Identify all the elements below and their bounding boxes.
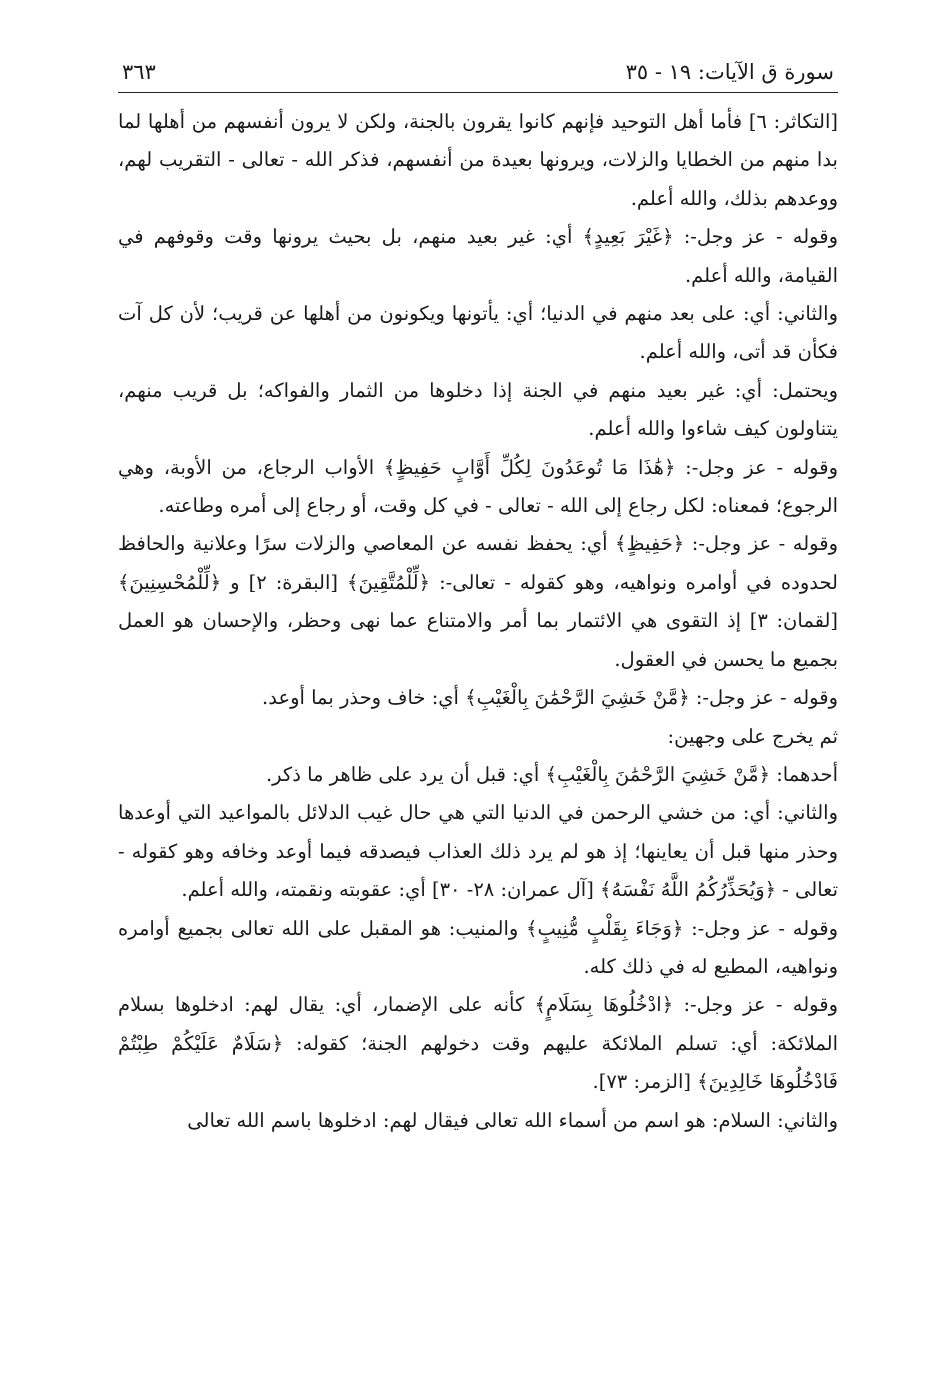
surah-verse-range: سورة ق الآيات: ١٩ - ٣٥ [625,60,834,84]
commentary-text [118,103,838,1140]
paragraph: وقوله - عز وجل-: ﴿ادْخُلُوهَا بِسَلَامٍ﴾ كأنه على الإضمار، أي: يقال لهم: ادخلوها بسلام الملائكة: أي: تسلم الملائكة عليهم وقت دخولهم الجنة؛ كقوله: ﴿سَلَامٌ عَلَيْكُمْ طِبْتُمْ فَادْخُلُوهَا خَالِدِينَ﴾ [الزمر: ٧٣]. [118,993,838,1094]
paragraph: والثاني: السلام: هو اسم من أسماء الله تعالى فيقال لهم: ادخلوها باسم الله تعالى [187,1108,838,1132]
paragraph: والثاني: أي: على بعد منهم في الدنيا؛ أي: يأتونها ويكونون من أهلها عن قريب؛ لأن كل آت فكأن قد أتى، والله أعلم. [118,302,838,364]
paragraph: ويحتمل: أي: غير بعيد منهم في الجنة إذا دخلوها من الثمار والفواكه؛ بل قريب منهم، يتناولون كيف شاءوا والله أعلم. [118,378,838,441]
paragraph: ثم يخرج على وجهين: [667,724,838,748]
running-header [118,52,838,93]
paragraph: [التكاثر: ٦] فأما أهل التوحيد فإنهم كانوا يقرون بالجنة، ولكن لا يرون أنفسهم من أهلها لما بدا منهم من الخطايا والزلات، ويرونها بعيدة من أنفسهم، فذكر الله - تعالى - التقريب لهم، ووعدهم بذلك، والله أعلم. [118,110,838,210]
paragraph: وقوله - عز وجل-: ﴿حَفِيظٍ﴾ أي: يحفظ نفسه عن المعاصي والزلات سرًا وعلانية والحافظ لحدوده في أوامره ونواهيه، وهو كقوله - تعالى-: ﴿لِّلْمُتَّقِينَ﴾ [البقرة: ٢] و ﴿لِّلْمُحْسِنِينَ﴾ [لقمان: ٣] إذ التقوى هي الائتمار بما أمر والامتناع عما نهى وحظر، والإحسان هو العمل بجميع ما يحسن في العقول. [118,532,839,671]
book-page [118,52,838,1362]
paragraph: والثاني: أي: من خشي الرحمن في الدنيا التي هي حال غيب الدلائل بالمواعيد التي أوعدها وحذر منها قبل أن يعاينها؛ إذ هو لم يرد ذلك العذاب فيصدقه فيما أوعد وخافه وهو كقوله - تعالى - ﴿وَيُحَذِّرُكُمُ اللَّهُ نَفْسَهُ﴾ [آل عمران: ٢٨- ٣٠] أي: عقوبته ونقمته، والله أعلم. [118,801,838,902]
paragraph: وقوله - عز وجل-: ﴿مَّنْ خَشِيَ الرَّحْمَٰنَ بِالْغَيْبِ﴾ أي: خاف وحذر بما أوعد. [262,686,838,710]
paragraph: أحدهما: ﴿مَّنْ خَشِيَ الرَّحْمَٰنَ بِالْغَيْبِ﴾ أي: قبل أن يرد على ظاهر ما ذكر. [265,762,838,786]
paragraph: وقوله - عز وجل-: ﴿وَجَاءَ بِقَلْبٍ مُّنِيبٍ﴾ والمنيب: هو المقبل على الله تعالى بجميع أوامره ونواهيه، المطيع له في ذلك كله. [118,916,838,978]
paragraph: وقوله - عز وجل-: ﴿هَٰذَا مَا تُوعَدُونَ لِكُلِّ أَوَّابٍ حَفِيظٍ﴾ الأواب الرجاع، من الأوبة، وهي الرجوع؛ فمعناه: لكل رجاع إلى الله - تعالى - في كل وقت، أو رجاع إلى أمره وطاعته. [118,455,838,518]
page-number: ٣٦٣ [122,60,156,84]
paragraph: وقوله - عز وجل-: ﴿غَيْرَ بَعِيدٍ﴾ أي: غير بعيد منهم، بل بحيث يرونها وقت وقوفهم في القيامة، والله أعلم. [118,225,838,287]
